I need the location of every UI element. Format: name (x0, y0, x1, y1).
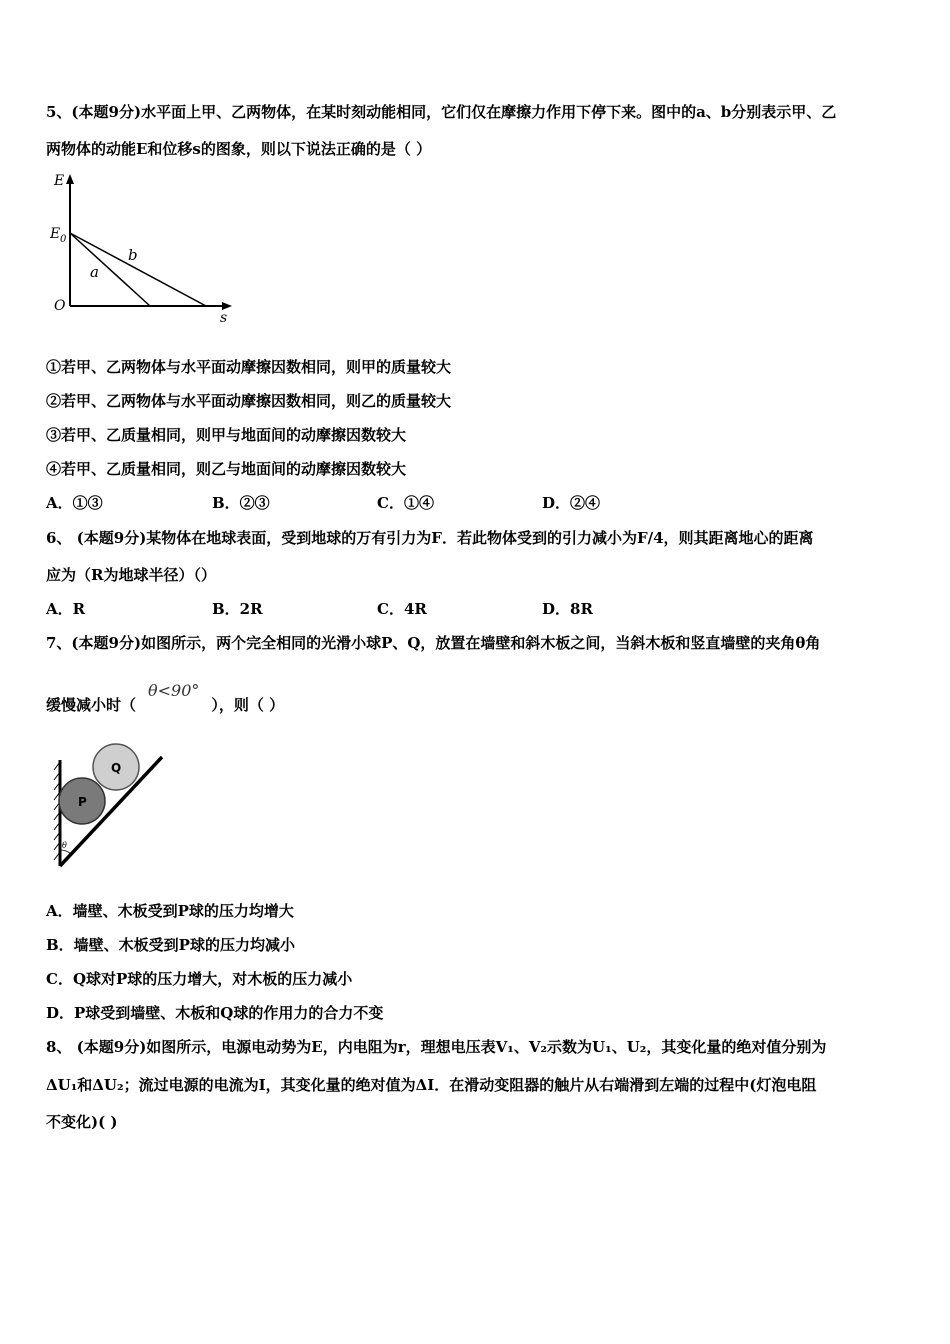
q7-option-a[interactable]: A．墙壁、木板受到P球的压力均增大 (46, 902, 294, 920)
q7-option-b[interactable]: B．墙壁、木板受到P球的压力均减小 (46, 936, 295, 954)
ball-q-label: Q (111, 761, 122, 775)
q5-item-1: ①若甲、乙两物体与水平面动摩擦因数相同，则甲的质量较大 (46, 358, 452, 376)
q6-option-c[interactable]: C．4R (377, 600, 427, 618)
q6-option-b[interactable]: B．2R (212, 600, 263, 618)
q7-figure-balls-wall-board (52, 740, 172, 870)
graph-line-a-label: a (90, 263, 99, 281)
q6-option-a[interactable]: A．R (46, 600, 86, 618)
graph-y-label: E (54, 173, 65, 189)
q5-item-2: ②若甲、乙两物体与水平面动摩擦因数相同，则乙的质量较大 (46, 392, 452, 410)
q5-option-b[interactable]: B．②③ (212, 494, 270, 512)
q5-stem-line2: 两物体的动能E和位移s的图象，则以下说法正确的是（ ） (46, 140, 432, 158)
q7-stem-line2-part2: ），则（ ） (211, 696, 285, 714)
q7-stem-line2 (46, 681, 285, 715)
angle-theta-label: θ (62, 841, 67, 850)
q7-option-d[interactable]: D．P球受到墙壁、木板和Q球的作用力的合力不变 (46, 1004, 384, 1022)
graph-line-b-label: b (128, 246, 138, 264)
q7-stem-line2-part1: 缓慢减小时（ (46, 696, 137, 714)
q7-stem-line1: 7、(本题9分)如图所示，两个完全相同的光滑小球P、Q，放置在墙壁和斜木板之间，当斜木板和竖直墙壁的夹角θ角 (46, 634, 821, 652)
q5-item-4: ④若甲、乙质量相同，则乙与地面间的动摩擦因数较大 (46, 460, 407, 478)
q8-stem-line2: ΔU₁和ΔU₂；流过电源的电流为I，其变化量的绝对值为ΔI．在滑动变阻器的触片从右端滑到左端的过程中(灯泡电阻 (46, 1076, 817, 1094)
q8-stem-line1: 8、 (本题9分)如图所示，电源电动势为E，内电阻为r，理想电压表V₁、V₂示数为U₁、U₂，其变化量的绝对值分别为 (46, 1038, 827, 1056)
ball-p-label: P (78, 795, 87, 809)
graph-e0-label: E (50, 226, 61, 242)
q5-energy-displacement-graph (46, 170, 246, 330)
q6-option-d[interactable]: D．8R (542, 600, 593, 618)
q5-option-d[interactable]: D．②④ (542, 494, 601, 512)
graph-e0-sub: 0 (60, 234, 67, 245)
q7-angle-condition: θ<90° (148, 681, 200, 700)
graph-x-label: s (220, 310, 228, 326)
q5-stem-line1: 5、(本题9分)水平面上甲、乙两物体，在某时刻动能相同，它们仅在摩擦力作用下停下来。图中的a、b分别表示甲、乙 (46, 103, 837, 121)
q5-item-3: ③若甲、乙质量相同，则甲与地面间的动摩擦因数较大 (46, 426, 407, 444)
q5-option-c[interactable]: C．①④ (377, 494, 434, 512)
q7-option-c[interactable]: C．Q球对P球的压力增大，对木板的压力减小 (46, 970, 353, 988)
q5-option-a[interactable]: A．①③ (46, 494, 103, 512)
q6-stem-line1: 6、 (本题9分)某物体在地球表面，受到地球的万有引力为F．若此物体受到的引力减小为F/4，则其距离地心的距离 (46, 529, 814, 547)
q8-stem-line3: 不变化)( ) (46, 1113, 118, 1131)
graph-origin-label: O (54, 298, 66, 314)
q6-stem-line2: 应为（R为地球半径）（） (46, 566, 216, 584)
